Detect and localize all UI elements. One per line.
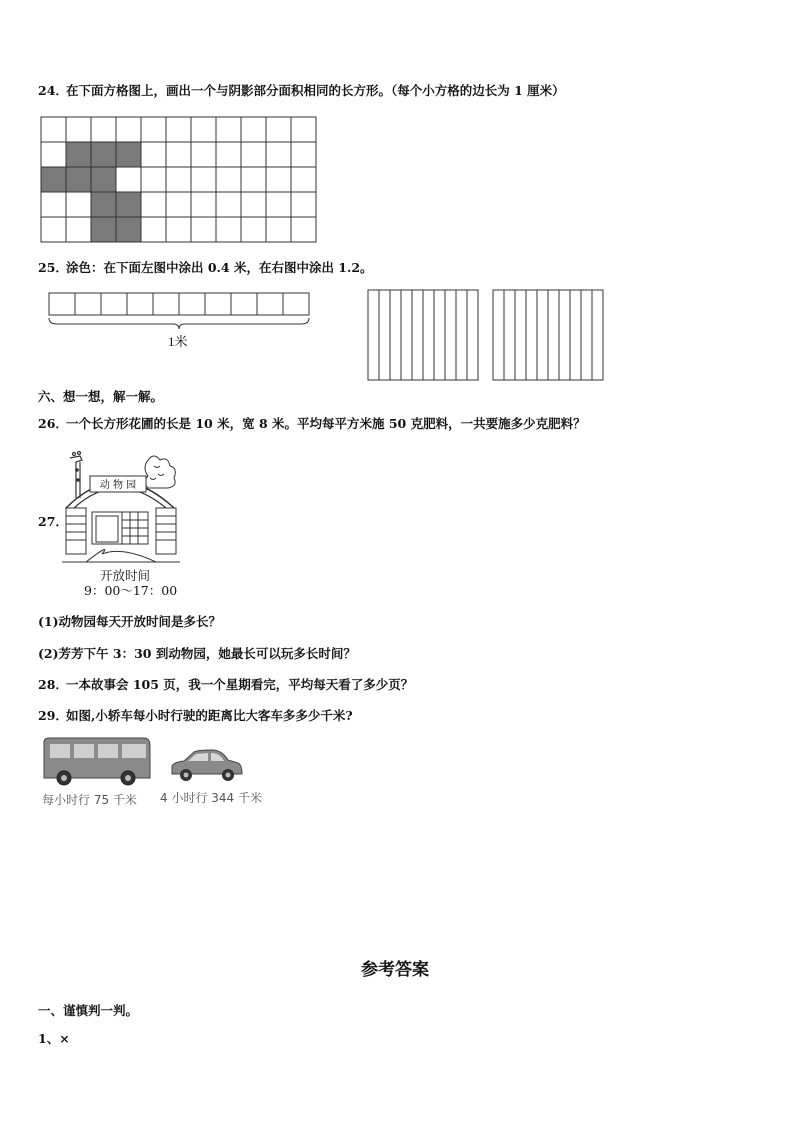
bar-strip[interactable] (559, 290, 570, 380)
strip-cell[interactable] (127, 293, 153, 315)
grid-cell[interactable] (266, 142, 291, 167)
q26-number: 26． (38, 416, 68, 431)
grid-cell[interactable] (191, 142, 216, 167)
grid-cell[interactable] (216, 217, 241, 242)
shaded-grid-cell[interactable] (41, 167, 66, 192)
grid-cell[interactable] (191, 217, 216, 242)
bar-strip[interactable] (537, 290, 548, 380)
grid-cell[interactable] (216, 142, 241, 167)
section-six-heading: 六、想一想，解一解。 (38, 389, 164, 404)
shaded-grid-cell[interactable] (91, 142, 116, 167)
shaded-grid-cell[interactable] (66, 167, 91, 192)
bar-strip[interactable] (504, 290, 515, 380)
grid-cell[interactable] (166, 142, 191, 167)
shaded-grid-cell[interactable] (91, 167, 116, 192)
shaded-grid-cell[interactable] (66, 142, 91, 167)
q25-text: 涂色：在下面左图中涂出 0.4 米，在右图中涂出 1.2。 (66, 260, 373, 275)
strip-cell[interactable] (283, 293, 309, 315)
strip-cell[interactable] (153, 293, 179, 315)
q29-number: 29． (38, 708, 68, 723)
grid-cell[interactable] (66, 217, 91, 242)
meter-strip[interactable] (45, 290, 311, 330)
strip-cell[interactable] (257, 293, 283, 315)
grid-cell[interactable] (41, 117, 66, 142)
bar-strip[interactable] (412, 290, 423, 380)
grid-cell[interactable] (66, 192, 91, 217)
zoo-sign-text: 动 物 园 (99, 480, 137, 491)
answers-section-one: 一、谨慎判一判。 (38, 1003, 139, 1018)
grid-cell[interactable] (191, 192, 216, 217)
q25-number: 25． (38, 260, 68, 275)
strip-cell[interactable] (75, 293, 101, 315)
grid-cell[interactable] (241, 217, 266, 242)
tree-icon (145, 456, 175, 488)
left-bar-rectangle[interactable] (367, 289, 481, 381)
open-time-label: 开放时间 (100, 568, 151, 583)
bus-icon (40, 734, 154, 788)
car-icon (168, 746, 244, 786)
grid-cell[interactable] (241, 142, 266, 167)
answer-item-1: 1、× (38, 1031, 70, 1046)
bar-strip[interactable] (515, 290, 526, 380)
grid-cell[interactable] (291, 217, 316, 242)
strip-cell[interactable] (49, 293, 75, 315)
zoo-gate-illustration (62, 450, 180, 566)
grid-cell[interactable] (291, 142, 316, 167)
grid-cell[interactable] (41, 217, 66, 242)
grid-cell[interactable] (241, 192, 266, 217)
bar-strip[interactable] (467, 290, 478, 380)
bar-strip[interactable] (434, 290, 445, 380)
q26-text: 一个长方形花圃的长是 10 米，宽 8 米。平均每平方米施 50 克肥料，一共要施多少克肥料？ (66, 416, 586, 431)
q24-text: 在下面方格图上，画出一个与阴影部分面积相同的长方形。（每个小方格的边长为 1 厘米） (66, 83, 565, 98)
grid-cell[interactable] (116, 167, 141, 192)
q27-sub1: (1)动物园每天开放时间是多长？ (38, 614, 222, 629)
bar-strip[interactable] (379, 290, 390, 380)
open-hours: 9：00～17：00 (84, 583, 178, 598)
grid-cell[interactable] (141, 142, 166, 167)
grid-cell[interactable] (216, 192, 241, 217)
giraffe-icon (70, 452, 82, 499)
bar-strip[interactable] (493, 290, 504, 380)
grid-cell[interactable] (291, 117, 316, 142)
bus-caption: 每小时行 75 千米 (42, 793, 137, 807)
bar-strip[interactable] (570, 290, 581, 380)
strip-cell[interactable] (231, 293, 257, 315)
right-bar-rectangle[interactable] (492, 289, 606, 381)
q27-number: 27． (38, 514, 68, 529)
grid-cell[interactable] (216, 117, 241, 142)
q24-number: 24． (38, 83, 68, 98)
grid-cell[interactable] (141, 192, 166, 217)
grid-cell[interactable] (41, 192, 66, 217)
grid-cell[interactable] (141, 117, 166, 142)
grid-cell[interactable] (266, 167, 291, 192)
grid-cell[interactable] (266, 217, 291, 242)
car-caption: 4 小时行 344 千米 (160, 791, 262, 805)
bar-strip[interactable] (401, 290, 412, 380)
grid-cell[interactable] (166, 167, 191, 192)
grid-cell[interactable] (291, 192, 316, 217)
grid-cell[interactable] (241, 167, 266, 192)
grid-cell[interactable] (166, 117, 191, 142)
bar-strip[interactable] (548, 290, 559, 380)
grid-cell[interactable] (266, 192, 291, 217)
strip-cell[interactable] (101, 293, 127, 315)
strip-brace (49, 318, 309, 329)
strip-cell[interactable] (179, 293, 205, 315)
grid-cell[interactable] (216, 167, 241, 192)
strip-cell[interactable] (205, 293, 231, 315)
bar-strip[interactable] (526, 290, 537, 380)
shaded-grid-cell[interactable] (116, 192, 141, 217)
bar-strip[interactable] (445, 290, 456, 380)
shaded-grid-cell[interactable] (91, 217, 116, 242)
bar-strip[interactable] (456, 290, 467, 380)
shaded-grid-cell[interactable] (116, 217, 141, 242)
grid-cell[interactable] (191, 167, 216, 192)
bar-strip[interactable] (368, 290, 379, 380)
square-grid[interactable] (40, 116, 317, 244)
shaded-grid-cell[interactable] (116, 142, 141, 167)
q28-number: 28． (38, 677, 68, 692)
grid-cell[interactable] (191, 117, 216, 142)
grid-cell[interactable] (266, 117, 291, 142)
answers-title: 参考答案 (361, 960, 429, 980)
strip-label: 1米 (168, 334, 188, 349)
q29-text: 如图,小轿车每小时行驶的距离比大客车多多少千米? (66, 708, 353, 723)
bar-strip[interactable] (581, 290, 592, 380)
grid-cell[interactable] (241, 117, 266, 142)
grid-cell[interactable] (166, 192, 191, 217)
bar-strip[interactable] (390, 290, 401, 380)
grid-cell[interactable] (66, 117, 91, 142)
grid-cell[interactable] (141, 167, 166, 192)
q27-sub2: (2)芳芳下午 3：30 到动物园，她最长可以玩多长时间？ (38, 646, 356, 661)
bar-strip[interactable] (423, 290, 434, 380)
grid-cell[interactable] (116, 117, 141, 142)
grid-cell[interactable] (166, 217, 191, 242)
q28-text: 一本故事会 105 页，我一个星期看完，平均每天看了多少页？ (66, 677, 414, 692)
shaded-grid-cell[interactable] (91, 192, 116, 217)
grid-cell[interactable] (141, 217, 166, 242)
grid-cell[interactable] (291, 167, 316, 192)
bar-strip[interactable] (592, 290, 603, 380)
grid-cell[interactable] (91, 117, 116, 142)
grid-cell[interactable] (41, 142, 66, 167)
